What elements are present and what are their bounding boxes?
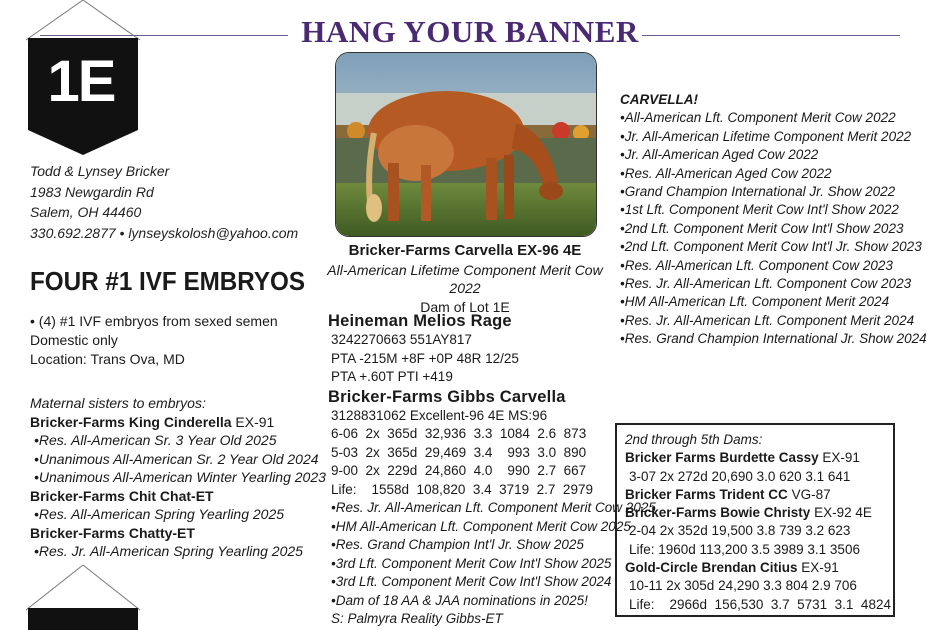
- sire-name: Heineman Melios Rage: [328, 312, 512, 330]
- sister-honor: •Res. All-American Sr. 3 Year Old 2025: [34, 432, 277, 448]
- sister-name: Bricker-Farms King Cinderella: [30, 413, 232, 430]
- dam-entry-row: [625, 559, 893, 577]
- consignor-street: 1983 Newgardin Rd: [30, 183, 154, 200]
- dam-ids: 3128831062 Excellent-96 4E MS:96: [331, 407, 548, 423]
- caption-award: All-American Lifetime Component Merit Cow 2022: [327, 261, 603, 296]
- consignor-city: Salem, OH 44460: [30, 204, 142, 220]
- offer-details: [30, 312, 278, 369]
- dam-entry-score: EX-91: [818, 450, 860, 466]
- carvella-honor: •Res. Jr. All-American Lft. Component Merit 2024: [620, 312, 915, 328]
- offer-line: Domestic only: [30, 332, 118, 348]
- carvella-honor: •HM All-American Lft. Component Merit 2024: [620, 294, 890, 310]
- carvella-honor: •Jr. All-American Lifetime Component Merit 2022: [620, 128, 912, 144]
- offer-line: Location: Trans Ova, MD: [30, 351, 185, 367]
- sister-name-row: [30, 413, 326, 432]
- dam-entry-row: [625, 504, 893, 522]
- sire-ids: 3242270663 551AY817: [331, 332, 472, 347]
- dam-entry-row: [625, 486, 893, 504]
- carvella-honor: •2nd Lft. Component Merit Cow Int'l Jr. Show 2023: [620, 239, 922, 255]
- dam-honor: •HM All-American Lft. Component Merit Cow 2025: [331, 518, 631, 534]
- dam-name: Bricker-Farms Gibbs Carvella: [328, 387, 566, 406]
- dam-entry-score: EX-91: [797, 560, 839, 576]
- carvella-honor: •1st Lft. Component Merit Cow Int'l Show 2022: [620, 202, 899, 218]
- dam-entry-record: 10-11 2x 305d 24,290 3.3 804 2.9 706: [629, 578, 857, 594]
- lot-number: 1E: [47, 49, 115, 114]
- sister-name-row: [30, 487, 326, 506]
- dam-honor: •Res. Grand Champion Int'l Jr. Show 2025: [331, 537, 584, 552]
- carvella-honor: •Res. Jr. All-American Lft. Component Cow 2023: [620, 276, 912, 292]
- caption-dam-of: Dam of Lot 1E: [420, 298, 510, 315]
- maternal-sisters: [30, 394, 326, 561]
- dam-record: 5-03 2x 365d 29,469 3.4 993 3.0 890: [331, 444, 587, 460]
- dam-entry-name: Gold-Circle Brendan Citius: [625, 560, 798, 576]
- consignor-phone-email: 330.692.2877 • lynseyskolosh@yahoo.com: [30, 224, 299, 241]
- carvella-title: CARVELLA!: [620, 92, 698, 107]
- sisters-intro: Maternal sisters to embryos:: [30, 395, 206, 411]
- sister-score: EX-91: [231, 413, 275, 430]
- carvella-honor: •Res. All-American Aged Cow 2022: [620, 165, 832, 181]
- dam-record: 9-00 2x 229d 24,860 4.0 990 2.7 667: [331, 463, 587, 478]
- dam-entry-score: VG-87: [787, 486, 831, 502]
- sire-pta: PTA -215M +8F +0P 48R 12/25: [331, 350, 519, 366]
- sister-honor: •Unanimous All-American Winter Yearling 2023: [34, 469, 326, 485]
- dam-sire-line: S: Palmyra Reality Gibbs-ET: [331, 611, 503, 626]
- pedigree: [328, 311, 656, 629]
- offer-line: • (4) #1 IVF embryos from sexed semen: [30, 313, 278, 329]
- dam-entry-name: Bricker Farms Trident CC: [625, 486, 788, 502]
- dam-record: Life: 1558d 108,820 3.4 3719 2.7 2979: [331, 481, 593, 497]
- sister-honor: •Unanimous All-American Sr. 2 Year Old 2024: [34, 450, 319, 467]
- consignor-name: Todd & Lynsey Bricker: [30, 163, 170, 179]
- carvella-honor: •All-American Lft. Component Merit Cow 2022: [620, 110, 896, 126]
- dam-entry-name: Bricker Farms Burdette Cassy: [625, 450, 819, 466]
- cow-photo: [335, 52, 597, 237]
- sister-name-row: [30, 524, 326, 543]
- sister-name: Bricker-Farms Chit Chat-ET: [30, 487, 214, 504]
- dam-honor: •3rd Lft. Component Merit Cow Int'l Show 2025: [331, 555, 612, 571]
- next-lot-pennant: [18, 560, 148, 630]
- consignor-contact: [30, 161, 298, 243]
- dam-honor: •Res. Jr. All-American Lft. Component Merit Cow 2025: [331, 500, 656, 515]
- sire-pta: PTA +.60T PTI +419: [331, 369, 453, 384]
- dams-heading: 2nd through 5th Dams:: [625, 432, 763, 447]
- dam-honor: •Dam of 18 AA & JAA nominations in 2025!: [331, 592, 588, 608]
- dam-honor: •3rd Lft. Component Merit Cow Int'l Show 2024: [331, 574, 612, 589]
- lot-heading: FOUR #1 IVF EMBRYOS: [30, 268, 306, 296]
- dam-entry-record: 2-04 2x 352d 19,500 3.8 739 3.2 623: [629, 523, 851, 539]
- dam-entry-record: Life: 1960d 113,200 3.5 3989 3.1 3506: [629, 541, 860, 557]
- carvella-honor: •2nd Lft. Component Merit Cow Int'l Show 2023: [620, 220, 904, 236]
- caption-cow-name: Bricker-Farms Carvella EX-96 4E: [348, 242, 582, 259]
- cow-illustration: [336, 53, 596, 236]
- sister-name: Bricker-Farms Chatty-ET: [30, 524, 195, 541]
- carvella-honor: •Res. All-American Lft. Component Cow 2023: [620, 257, 893, 273]
- dam-entry-score: EX-92 4E: [810, 505, 872, 521]
- sister-honor: •Res. All-American Spring Yearling 2025: [34, 506, 285, 522]
- sister-honor: •Res. Jr. All-American Spring Yearling 2025: [34, 543, 303, 559]
- photo-caption: [322, 242, 608, 316]
- dam-entry-record: 3-07 2x 272d 20,690 3.0 620 3.1 641: [629, 468, 851, 484]
- carvella-honor: •Grand Champion International Jr. Show 2022: [620, 184, 896, 200]
- dams-box: [615, 423, 895, 617]
- dam-entry-name: Bricker-Farms Bowie Christy: [625, 505, 811, 521]
- carvella-honors: [620, 91, 927, 349]
- dam-record: 6-06 2x 365d 32,936 3.3 1084 2.6 873: [331, 426, 587, 441]
- carvella-honor: •Res. Grand Champion International Jr. Show 2024: [620, 331, 927, 347]
- dam-entry-row: [625, 449, 893, 467]
- carvella-honor: •Jr. All-American Aged Cow 2022: [620, 147, 819, 163]
- page-title: HANG YOUR BANNER: [301, 14, 639, 49]
- dam-entry-record: Life: 2966d 156,530 3.7 5731 3.1 4824: [629, 596, 891, 612]
